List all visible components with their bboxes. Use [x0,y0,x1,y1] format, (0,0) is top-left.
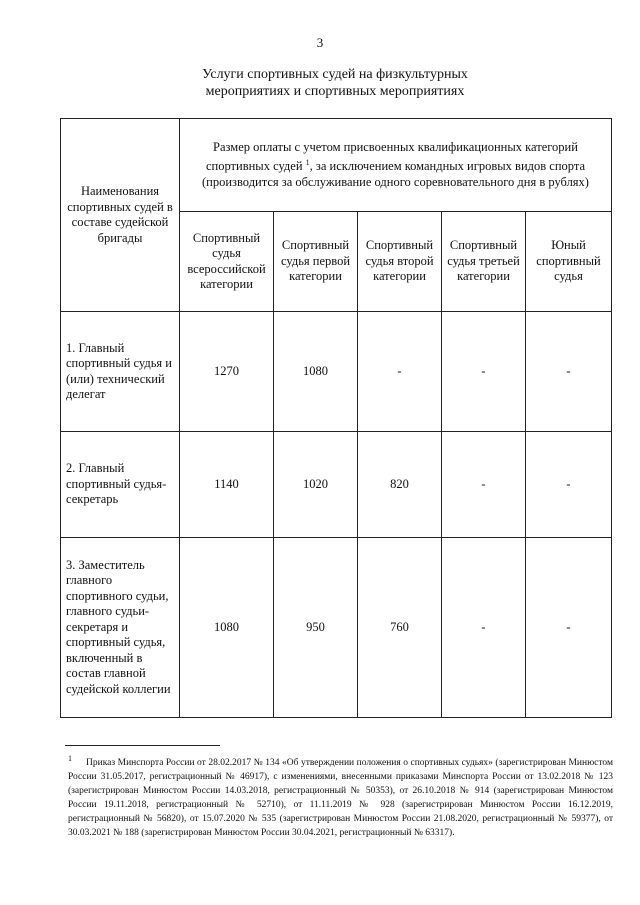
payment-table [60,118,612,718]
row-label: 1. Главный спортивный судья и (или) технический делегат [61,312,180,432]
table-row [61,538,612,718]
table-cell: 820 [358,432,442,538]
footnote-text: Приказ Минспорта России от 28.02.2017 № 134 «Об утверждении положения о спортивных судьях» (зарегистрирован Минюстом России 31.05.2017, регистрационный № 46917), с изменениями, внесенными приказами Минспорта России от 13.02.2018 № 123 (зарегистрирован Минюстом России 14.03.2018, регистрационный № 50353), от 26.10.2018 № 914 (зарегистрирован Минюстом России 19.11.2018, регистрационный № 52710), от 11.11.2019 № 928 (зарегистрирован Минюстом России 16.12.2019, регистрационный № 56820), от 15.07.2020 № 535 (зарегистрирован Минюстом России 21.08.2020, регистрационный № 59377), от 30.03.2021 № 188 (зарегистрирован Минюстом России 30.04.2021, регистрационный № 63317). [68,758,613,839]
category-header: Спортивный судья первой категории [274,212,358,312]
col-header-name: Наименования спортивных судей в составе судейской бригады [61,119,180,312]
table-row [61,312,612,432]
footnote-marker: 1 [68,754,72,763]
table-cell: 1080 [274,312,358,432]
page-title [150,66,520,100]
table-cell: 1270 [180,312,274,432]
table-cell: - [526,432,612,538]
table-cell: - [526,312,612,432]
category-header: Спортивный судья третьей категории [442,212,526,312]
footnote-divider [65,745,220,746]
table-cell: - [442,538,526,718]
payment-header-text-2: , за исключением командных игровых видов спорта (производится за обслуживание одного соревновательного дня в рублях) [202,159,589,189]
table-cell: 1080 [180,538,274,718]
title-line-2: мероприятиях и спортивных мероприятиях [205,84,465,99]
title-line-1: Услуги спортивных судей на физкультурных [202,67,468,82]
table-cell: - [442,432,526,538]
row-label: 2. Главный спортивный судья-секретарь [61,432,180,538]
table-cell: 760 [358,538,442,718]
table-row [61,432,612,538]
table-cell: - [358,312,442,432]
table-cell: 950 [274,538,358,718]
col-header-payment [180,119,612,212]
page-number: 3 [316,35,324,50]
category-header: Спортивный судья второй категории [358,212,442,312]
footnote [68,752,613,840]
table-cell: 1140 [180,432,274,538]
table-cell: - [442,312,526,432]
payment-header-text-1: Размер оплаты с учетом присвоенных квалификационных категорий спортивных судей [205,139,578,174]
table-cell: - [526,538,612,718]
footnote-ref[interactable]: 1 [305,158,310,168]
row-label: 3. Заместитель главного спортивного судьи, главного судьи-секретаря и спортивный судья, включенный в состав главной судейской коллегии [61,538,180,718]
category-header: Спортивный судья всероссийской категории [180,212,274,312]
table-cell: 1020 [274,432,358,538]
category-header: Юный спортивный судья [526,212,612,312]
